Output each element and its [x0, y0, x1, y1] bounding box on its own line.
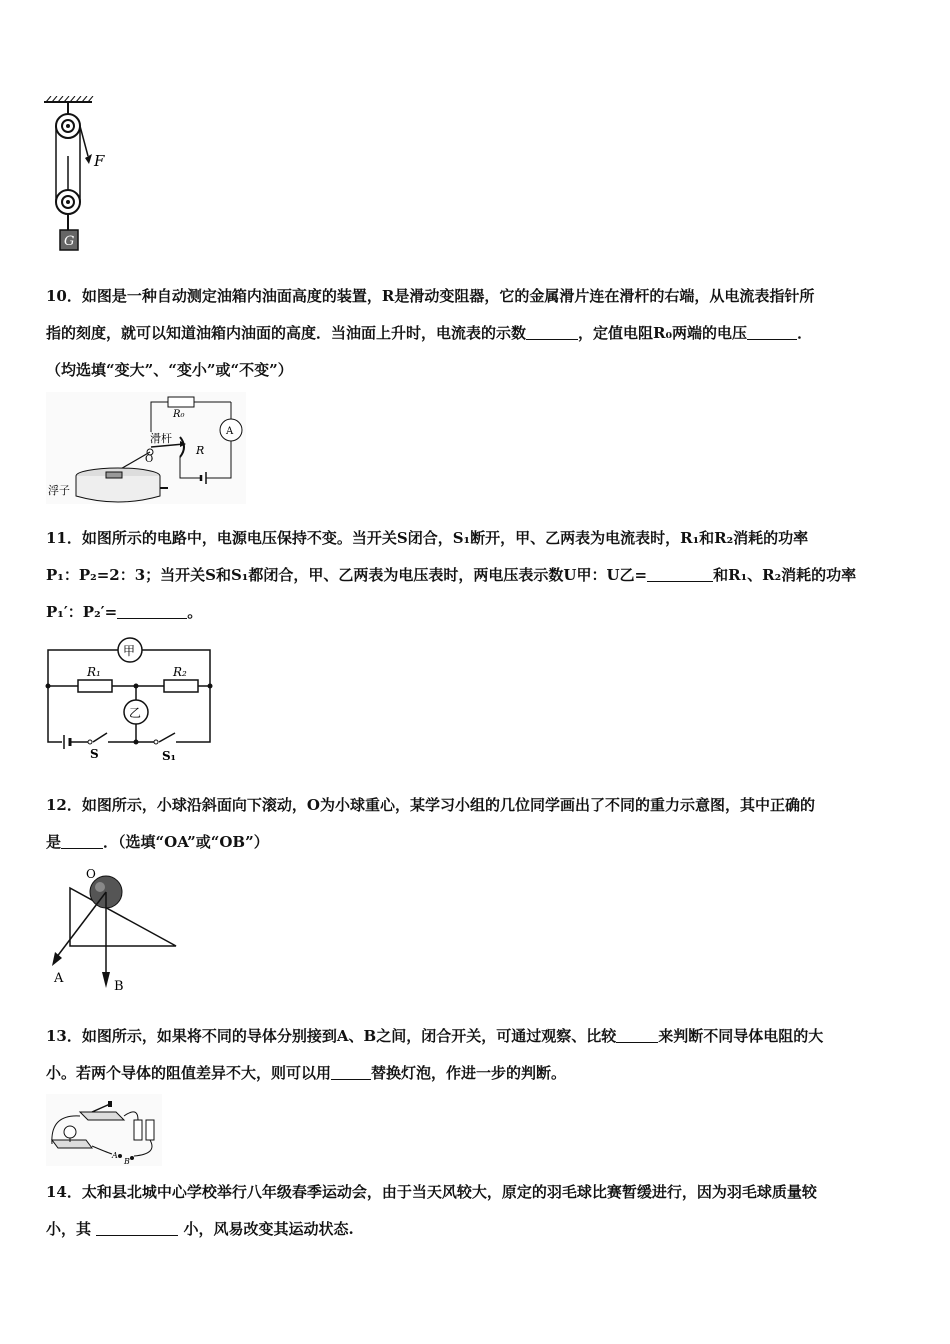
slider-label: 滑杆: [150, 432, 172, 445]
q10-blank-1[interactable]: [526, 323, 578, 340]
q14-blank[interactable]: [96, 1219, 178, 1236]
q11-line2a: P₁：P₂=2：3；当开关S和S₁都闭合，甲、乙两表为电压表时，两电压表示数U甲：U乙=: [46, 566, 648, 584]
q11-line3a: P₁′：P₂′=: [46, 603, 118, 621]
q14-line2a: 小，其: [46, 1220, 97, 1238]
q13-line1a: 13．如图所示，如果将不同的导体分别接到A、B之间，闭合开关，可通过观察、比较: [46, 1027, 617, 1045]
switch-s-label: S: [90, 747, 99, 761]
meter-jia-label: 甲: [123, 644, 136, 658]
q12-blank[interactable]: [61, 832, 103, 849]
q14-line2b: 小，风易改变其运动状态.: [178, 1220, 354, 1238]
r-label: R: [196, 444, 205, 457]
arrow-b-label: B: [114, 979, 124, 994]
force-label: F: [94, 152, 105, 170]
q11-line3b: 。: [187, 603, 203, 621]
question-13: [46, 1018, 906, 1092]
q10-line2c: ．: [797, 324, 813, 342]
question-11: [46, 520, 906, 631]
q10-line3: （均选填“变大”、“变小”或“不变”）: [46, 361, 293, 379]
q11-blank-2[interactable]: [117, 602, 187, 619]
q10-line1: 10．如图是一种自动测定油箱内油面高度的装置，R是滑动变阻器，它的金属滑片连在滑杆的右端，从电流表指针所: [46, 287, 815, 305]
q11-line2b: 和R₁、R₂消耗的功率: [713, 566, 857, 584]
q13-line2a: 小。若两个导体的阻值差异不大，则可以用: [46, 1064, 332, 1082]
oil-tank-figure: [46, 392, 246, 504]
q13-line1b: 来判断不同导体电阻的大: [658, 1027, 824, 1045]
switch-s1-label: S₁: [162, 749, 176, 763]
q13-line2b: 替换灯泡，作进一步的判断。: [371, 1064, 567, 1082]
r2-label: R₂: [173, 665, 187, 679]
q12-line1: 12．如图所示，小球沿斜面向下滚动，O为小球重心，某学习小组的几位同学画出了不同的重力示意图，其中正确的: [46, 796, 815, 814]
q13-blank-2[interactable]: [331, 1063, 371, 1080]
pivot-label: O: [145, 454, 154, 465]
r0-label: R₀: [173, 409, 185, 420]
incline-figure: [44, 866, 186, 994]
question-12: [46, 787, 906, 861]
meter-yi-label: 乙: [129, 706, 142, 720]
pulley-figure: [40, 96, 120, 256]
q12-line2b: ．（选填“OA”或“OB”）: [103, 833, 269, 851]
question-10: [46, 278, 906, 389]
q10-line2b: ，定值电阻R₀两端的电压: [578, 324, 748, 342]
q12-line2a: 是: [46, 833, 62, 851]
arrow-a-label: A: [54, 971, 64, 986]
q11-line1: 11．如图所示的电路中，电源电压保持不变。当开关S闭合，S₁断开，甲、乙两表为电流表时，R₁和R₂消耗的功率: [46, 529, 809, 547]
question-14: [46, 1174, 906, 1248]
label-b: B: [124, 1157, 130, 1166]
circuit-figure: [44, 634, 216, 766]
resistance-setup-figure: [46, 1094, 162, 1166]
center-label: O: [86, 867, 96, 881]
q14-line1: 14．太和县北城中心学校举行八年级春季运动会，由于当天风较大，原定的羽毛球比赛暂缓进行，因为羽毛球质量较: [46, 1183, 817, 1201]
weight-label: G: [64, 234, 75, 249]
q11-blank-1[interactable]: [647, 565, 713, 582]
q13-blank-1[interactable]: [616, 1026, 658, 1043]
ammeter-label: A: [226, 426, 234, 437]
label-a: A: [112, 1151, 118, 1160]
q10-blank-2[interactable]: [747, 323, 797, 340]
float-label: 浮子: [48, 484, 70, 497]
q10-line2a: 指的刻度，就可以知道油箱内油面的高度．当油面上升时，电流表的示数: [46, 324, 527, 342]
r1-label: R₁: [87, 665, 101, 679]
